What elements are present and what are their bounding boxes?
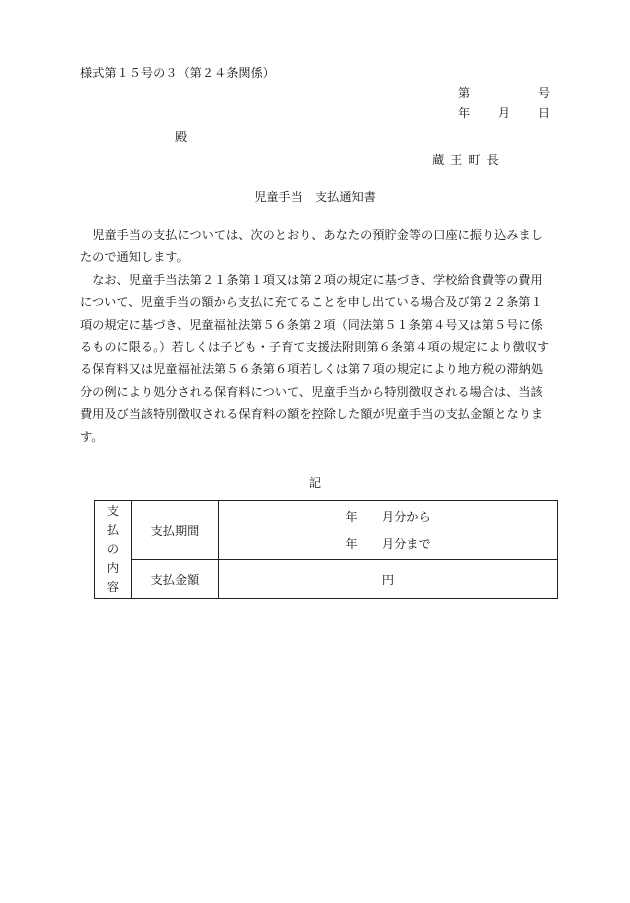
period-from: 年 月分から — [345, 510, 431, 524]
doc-number-suffix: 号 — [537, 86, 550, 100]
payment-amount-value: 円 — [219, 560, 558, 599]
payment-amount-label: 支払金額 — [132, 560, 219, 599]
body-text — [80, 224, 552, 448]
date-year: 年 — [458, 106, 471, 120]
payment-contents-header: 支 払 の 内 容 — [95, 501, 132, 599]
date-day: 日 — [537, 106, 550, 120]
payment-details-table — [94, 500, 558, 599]
date-month: 月 — [497, 106, 511, 120]
issuer-name: 蔵王町長 — [432, 153, 505, 167]
period-to: 年 月分まで — [345, 537, 431, 551]
document-number-and-date — [458, 84, 550, 120]
form-number: 様式第１５号の３（第２４条関係） — [80, 66, 275, 80]
payment-period-value — [219, 501, 558, 560]
doc-number-prefix: 第 — [458, 86, 471, 100]
addressee-suffix: 殿 — [175, 130, 188, 144]
payment-period-label: 支払期間 — [132, 501, 219, 560]
body-paragraph-1: 児童手当の支払については、次のとおり、あなたの預貯金等の口座に振り込みましたので通知します。 — [80, 228, 543, 265]
document-title: 児童手当 支払通知書 — [254, 190, 376, 204]
body-paragraph-2: なお、児童手当法第２１条第１項又は第２項の規定に基づき、学校給食費等の費用について、児童手当の額から支払に充てることを申し出ている場合及び第２２条第１項の規定に基づき、児童福祉法第５６条第２項（同法第５１条第４号又は第５号に係るものに限る。）若しくは子ども・子育て支援法附則第６条第４項の規定により徴収する保育料又は児童福祉法第５６条第６項若しくは第７項の規定により地方税の滞納処分の例により処分される保育料について、児童手当から特別徴収される場合は、当該費用及び当該特別徴収される保育料の額を控除した額が児童手当の支払金額となります。 — [80, 272, 550, 444]
ki-heading: 記 — [308, 476, 322, 490]
